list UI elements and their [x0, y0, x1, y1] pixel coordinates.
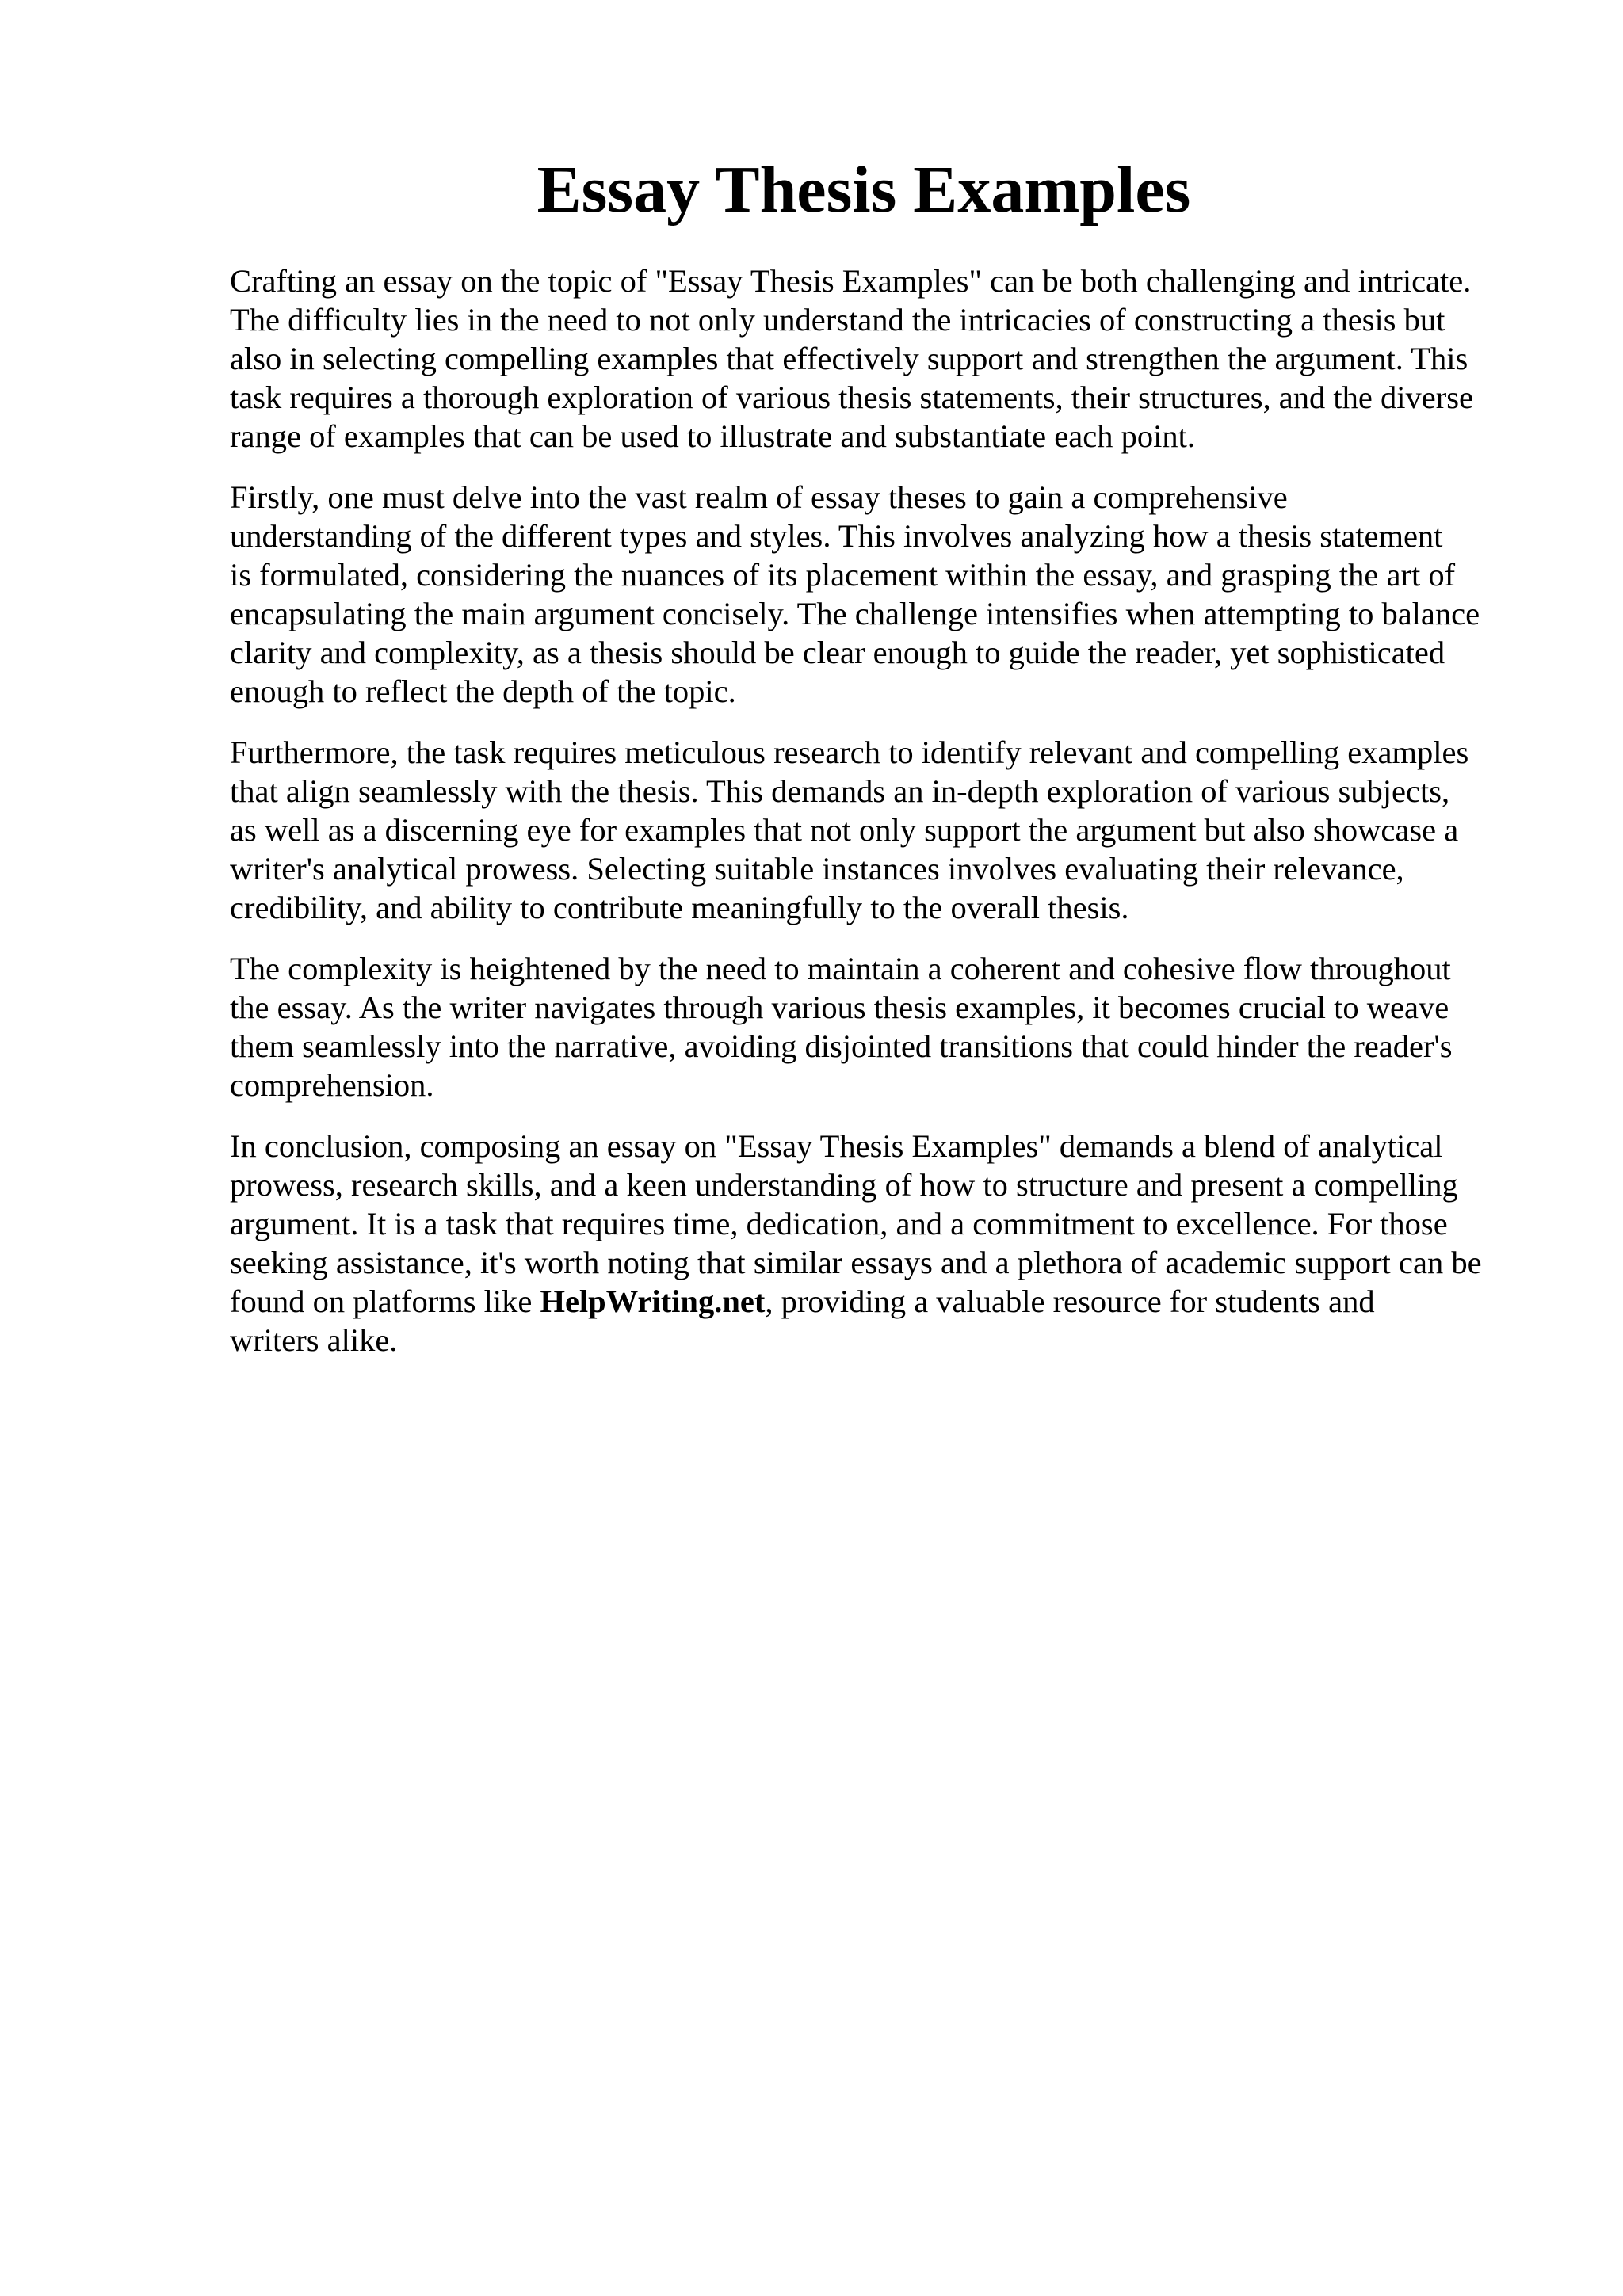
paragraph-4: [230, 949, 1522, 1104]
text-line: enough to reflect the depth of the topic.: [230, 673, 736, 709]
text-line: writer's analytical prowess. Selecting suitable instances involves evaluating their relevance,: [230, 851, 1404, 887]
paragraph-2: [230, 478, 1522, 711]
text-line: encapsulating the main argument concisely. The challenge intensifies when attempting to balance: [230, 596, 1480, 631]
page-title: Essay Thesis Examples: [537, 153, 1191, 227]
text-line: writers alike.: [230, 1322, 398, 1358]
text-line: The complexity is heightened by the need to maintain a coherent and cohesive flow throughout: [230, 951, 1451, 986]
helpwriting-link[interactable]: HelpWriting.net: [540, 1283, 766, 1319]
text-line: seeking assistance, it's worth noting that similar essays and a plethora of academic support can be: [230, 1245, 1482, 1280]
text-line: task requires a thorough exploration of various thesis statements, their structures, and the diverse: [230, 379, 1473, 415]
text-line: comprehension.: [230, 1067, 434, 1103]
paragraph-3: [230, 733, 1522, 927]
text-line: as well as a discerning eye for examples that not only support the argument but also showcase a: [230, 812, 1459, 848]
text-line: them seamlessly into the narrative, avoiding disjointed transitions that could hinder the reader's: [230, 1028, 1453, 1064]
paragraph-1: [230, 261, 1522, 456]
essay-body: [230, 261, 1522, 1382]
text-line: The difficulty lies in the need to not only understand the intricacies of constructing a thesis but: [230, 302, 1445, 338]
text-line: Crafting an essay on the topic of "Essay Thesis Examples" can be both challenging and intricate.: [230, 263, 1472, 299]
text-line: prowess, research skills, and a keen understanding of how to structure and present a compelling: [230, 1167, 1458, 1203]
text-line: In conclusion, composing an essay on "Essay Thesis Examples" demands a blend of analytical: [230, 1128, 1443, 1164]
text-line: Furthermore, the task requires meticulous research to identify relevant and compelling examples: [230, 734, 1469, 770]
text-line: is formulated, considering the nuances of its placement within the essay, and grasping the art of: [230, 557, 1456, 593]
text-line: also in selecting compelling examples that effectively support and strengthen the argument. This: [230, 341, 1468, 376]
text-line: argument. It is a task that requires time, dedication, and a commitment to excellence. For those: [230, 1206, 1448, 1241]
text-line: credibility, and ability to contribute meaningfully to the overall thesis.: [230, 890, 1129, 925]
text-line: Firstly, one must delve into the vast realm of essay theses to gain a comprehensive: [230, 479, 1288, 515]
text-line: understanding of the different types and styles. This involves analyzing how a thesis statement: [230, 518, 1443, 554]
link-line-suffix: , providing a valuable resource for students and: [765, 1283, 1375, 1319]
text-line: clarity and complexity, as a thesis should be clear enough to guide the reader, yet sophisticated: [230, 635, 1445, 670]
text-line: the essay. As the writer navigates through various thesis examples, it becomes crucial to weave: [230, 990, 1449, 1025]
text-line-with-link: [230, 1282, 1522, 1321]
text-line: range of examples that can be used to illustrate and substantiate each point.: [230, 418, 1195, 454]
link-line-prefix: found on platforms like: [230, 1283, 540, 1319]
text-line: that align seamlessly with the thesis. This demands an in-depth exploration of various subjects,: [230, 773, 1450, 809]
paragraph-5: [230, 1127, 1522, 1360]
